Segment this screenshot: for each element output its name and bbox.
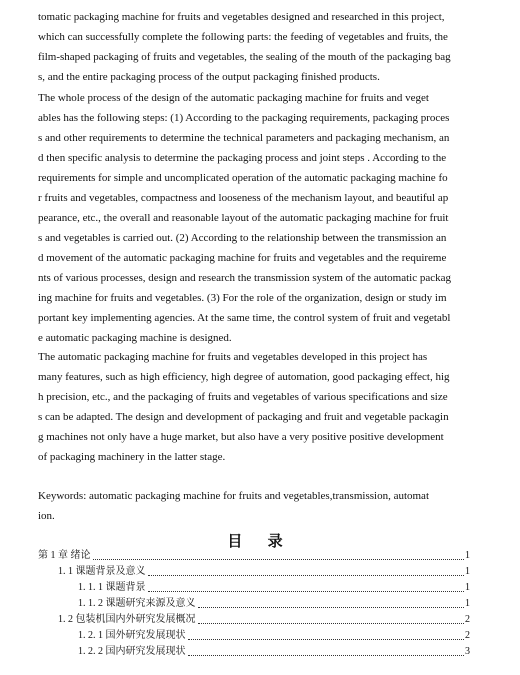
toc-entry-page: 2 [465,614,470,625]
toc-leader [188,655,465,656]
abstract-line: h precision, etc., and the packaging of fruits and vegetables of various specifications and size [38,391,448,403]
abstract-line: requirements for simple and uncomplicated operation of the automatic packaging machine fo [38,172,448,184]
toc-entry-page: 1 [465,566,470,577]
toc-entry[interactable] [58,613,470,627]
toc-entry-page: 2 [465,630,470,641]
abstract-line: portant key implementing agencies. At the same time, the control system of fruit and vegetabl [38,312,451,324]
abstract-line: which can successfully complete the following parts: the feeding of vegetables and fruits, the [38,31,448,43]
toc-entry-page: 1 [465,582,470,593]
toc-entry[interactable] [78,645,470,659]
toc-entry[interactable] [78,597,470,611]
abstract-line: d movement of the automatic packaging machine for fruits and vegetables and the requireme [38,252,447,264]
abstract-line: The automatic packaging machine for fruits and vegetables developed in this project has [38,351,428,363]
abstract-line: many features, such as high efficiency, high degree of automation, good packaging effect, hig [38,371,450,383]
toc-entry-label: 第 1 章 绪论 [38,550,91,561]
toc-leader [188,639,465,640]
toc-entry[interactable] [78,581,470,595]
abstract-line: The whole process of the design of the automatic packaging machine for fruits and veget [38,92,429,104]
toc-entry-page: 1 [465,550,470,561]
abstract-line: d then specific analysis to determine the packaging process and joint steps . According to the [38,152,447,164]
toc-entry-label: 1. 2. 2 国内研究发展现状 [78,646,186,657]
toc-entry-page: 3 [465,646,470,657]
abstract-line: tomatic packaging machine for fruits and vegetables designed and researched in this project, [38,11,445,23]
abstract-line: ables has the following steps: (1) According to the packaging requirements, packaging proces [38,112,450,124]
abstract-line: s and other requirements to determine the technical parameters and packaging mechanism, an [38,132,450,144]
keywords-line: ion. [38,510,55,522]
toc-entry-label: 1. 1. 2 课题研究来源及意义 [78,598,196,609]
abstract-line: r fruits and vegetables, compactness and looseness of the mechanism layout, and beautiful ap [38,192,449,204]
abstract-line: e automatic packaging machine is designed. [38,332,232,344]
toc-entry-label: 1. 2 包装机国内外研究发展概况 [58,614,196,625]
abstract-line: ing machine for fruits and vegetables. (3) For the role of the organization, design or study im [38,292,447,304]
toc-title: 目 录 [227,532,293,550]
toc-leader [198,623,465,624]
abstract-line: s, and the entire packaging process of the output packaging finished products. [38,71,380,83]
toc-entry-label: 1. 1 课题背景及意义 [58,566,146,577]
abstract-line: film-shaped packaging of fruits and vegetables, the sealing of the mouth of the packaging bag [38,51,451,63]
toc-leader [198,607,465,608]
toc-entry[interactable] [58,565,470,579]
abstract-line: s can be adapted. The design and development of packaging and fruit and vegetable packagin [38,411,449,423]
toc-entry-page: 1 [465,598,470,609]
toc-leader [93,559,465,560]
toc-entry-label: 1. 2. 1 国外研究发展现状 [78,630,186,641]
toc-entry[interactable] [78,629,470,643]
toc-leader [148,575,465,576]
toc-entry-label: 1. 1. 1 课题背景 [78,582,146,593]
abstract-line: g machines not only have a huge market, but also have a very positive positive development [38,431,444,443]
keywords-line: Keywords: automatic packaging machine for fruits and vegetables,transmission, automat [38,490,429,502]
abstract-line: nts of various processes, design and research the transmission system of the automatic packag [38,272,451,284]
toc-leader [148,591,465,592]
abstract-line: pearance, etc., the overall and reasonable layout of the automatic packaging machine for fruit [38,212,449,224]
abstract-line: of packaging machinery in the latter stage. [38,451,226,463]
toc-entry[interactable] [38,549,470,563]
abstract-line: s and vegetables is carried out. (2) According to the relationship between the transmission an [38,232,447,244]
